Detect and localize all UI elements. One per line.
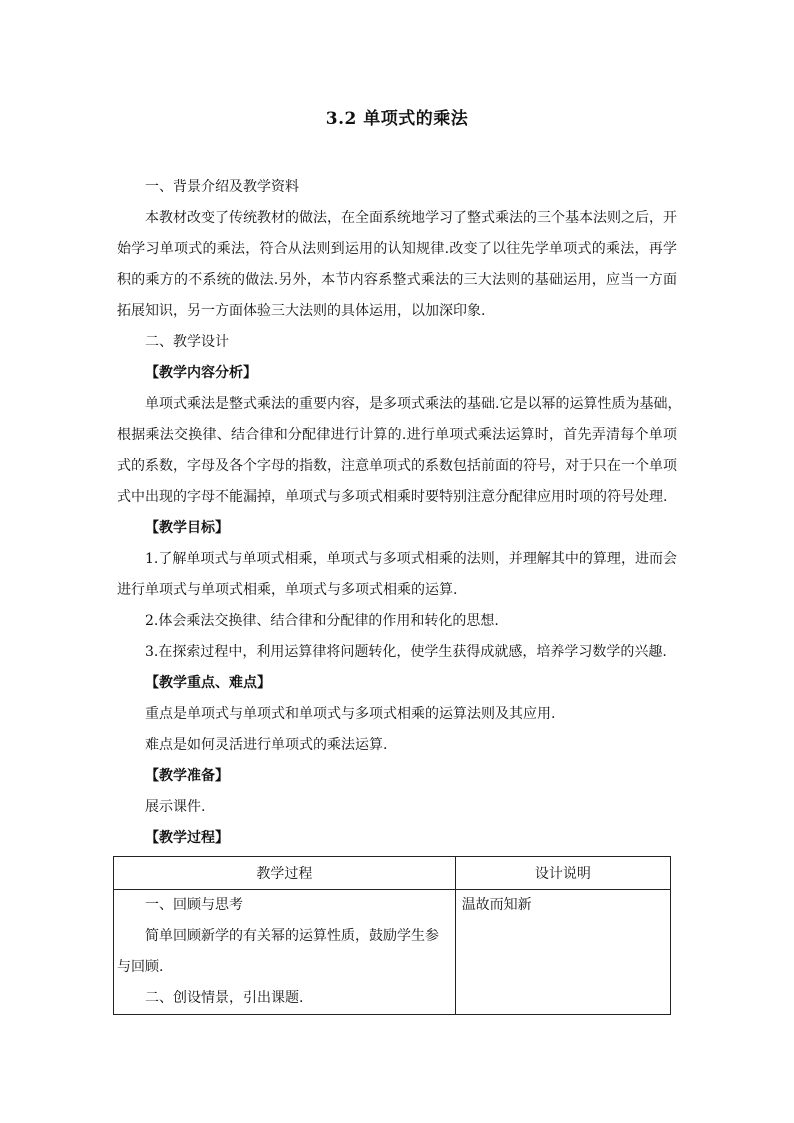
section-heading-background: 一、背景介绍及教学资料: [145, 179, 299, 195]
table-row: [114, 890, 671, 1015]
paragraph-line: 式的系数，字母及各个字母的指数，注意单项式的系数包括前面的符号，对于只在一个单项: [117, 458, 677, 474]
table-cell-line: 与回顾.: [117, 959, 164, 975]
paragraph-line: 始学习单项式的乘法，符合从法则到运用的认知规律.改变了以往先学单项式的乘法，再学: [117, 241, 677, 257]
table-cell-line: 二、创设情景，引出课题.: [145, 990, 304, 1006]
paragraph-line: 本教材改变了传统教材的做法，在全面系统地学习了整式乘法的三个基本法则之后，开: [145, 210, 677, 226]
paragraph-line: 式中出现的字母不能漏掉，单项式与多项式相乘时要特别注意分配律应用时项的符号处理.: [117, 489, 668, 505]
table-cell-line: 简单回顾新学的有关幂的运算性质，鼓励学生参: [145, 928, 439, 944]
subheading-goals: 【教学目标】: [145, 520, 229, 536]
goal-line: 进行单项式与单项式相乘，单项式与多项式相乘的运算.: [117, 582, 458, 598]
goal-line: 1.了解单项式与单项式相乘，单项式与多项式相乘的法则，并理解其中的算理，进而会: [145, 551, 677, 567]
subheading-content-analysis: 【教学内容分析】: [145, 365, 257, 381]
table-cell-process: [114, 890, 456, 1015]
table-header-notes: 设计说明: [455, 857, 670, 890]
subheading-keypoints: 【教学重点、难点】: [145, 675, 271, 691]
goal-line: 2.体会乘法交换律、结合律和分配律的作用和转化的思想.: [145, 613, 499, 629]
table-cell-notes: [455, 890, 670, 1015]
section-heading-design: 二、教学设计: [145, 334, 229, 350]
teaching-process-table: [113, 856, 671, 1015]
subheading-preparation: 【教学准备】: [145, 768, 229, 784]
paragraph-line: 拓展知识，另一方面体验三大法则的具体运用，以加深印象.: [117, 303, 486, 319]
document-body: [117, 172, 682, 854]
paragraph-line: 根据乘法交换律、结合律和分配律进行计算的.进行单项式乘法运算时，首先弄清每个单项: [117, 427, 677, 443]
document-title: 3.2 单项式的乘法: [325, 109, 469, 129]
subheading-process: 【教学过程】: [145, 830, 229, 846]
paragraph-line: 单项式乘法是整式乘法的重要内容，是多项式乘法的基础.它是以幂的运算性质为基础，: [145, 396, 682, 412]
table-cell-line: 一、回顾与思考: [145, 897, 243, 913]
keypoint-text: 重点是单项式与单项式和单项式与多项式相乘的运算法则及其应用.: [145, 706, 556, 722]
paragraph-line: 积的乘方的不系统的做法.另外，本节内容系整式乘法的三大法则的基础运用，应当一方面: [117, 272, 677, 288]
preparation-text: 展示课件.: [145, 799, 206, 815]
table-header-process: 教学过程: [114, 857, 456, 890]
table-header-row: [114, 857, 671, 890]
difficulty-text: 难点是如何灵活进行单项式的乘法运算.: [145, 737, 388, 753]
goal-line: 3.在探索过程中，利用运算律将问题转化，使学生获得成就感，培养学习数学的兴趣.: [145, 644, 667, 660]
table-cell-line: 温故而知新: [461, 897, 532, 913]
